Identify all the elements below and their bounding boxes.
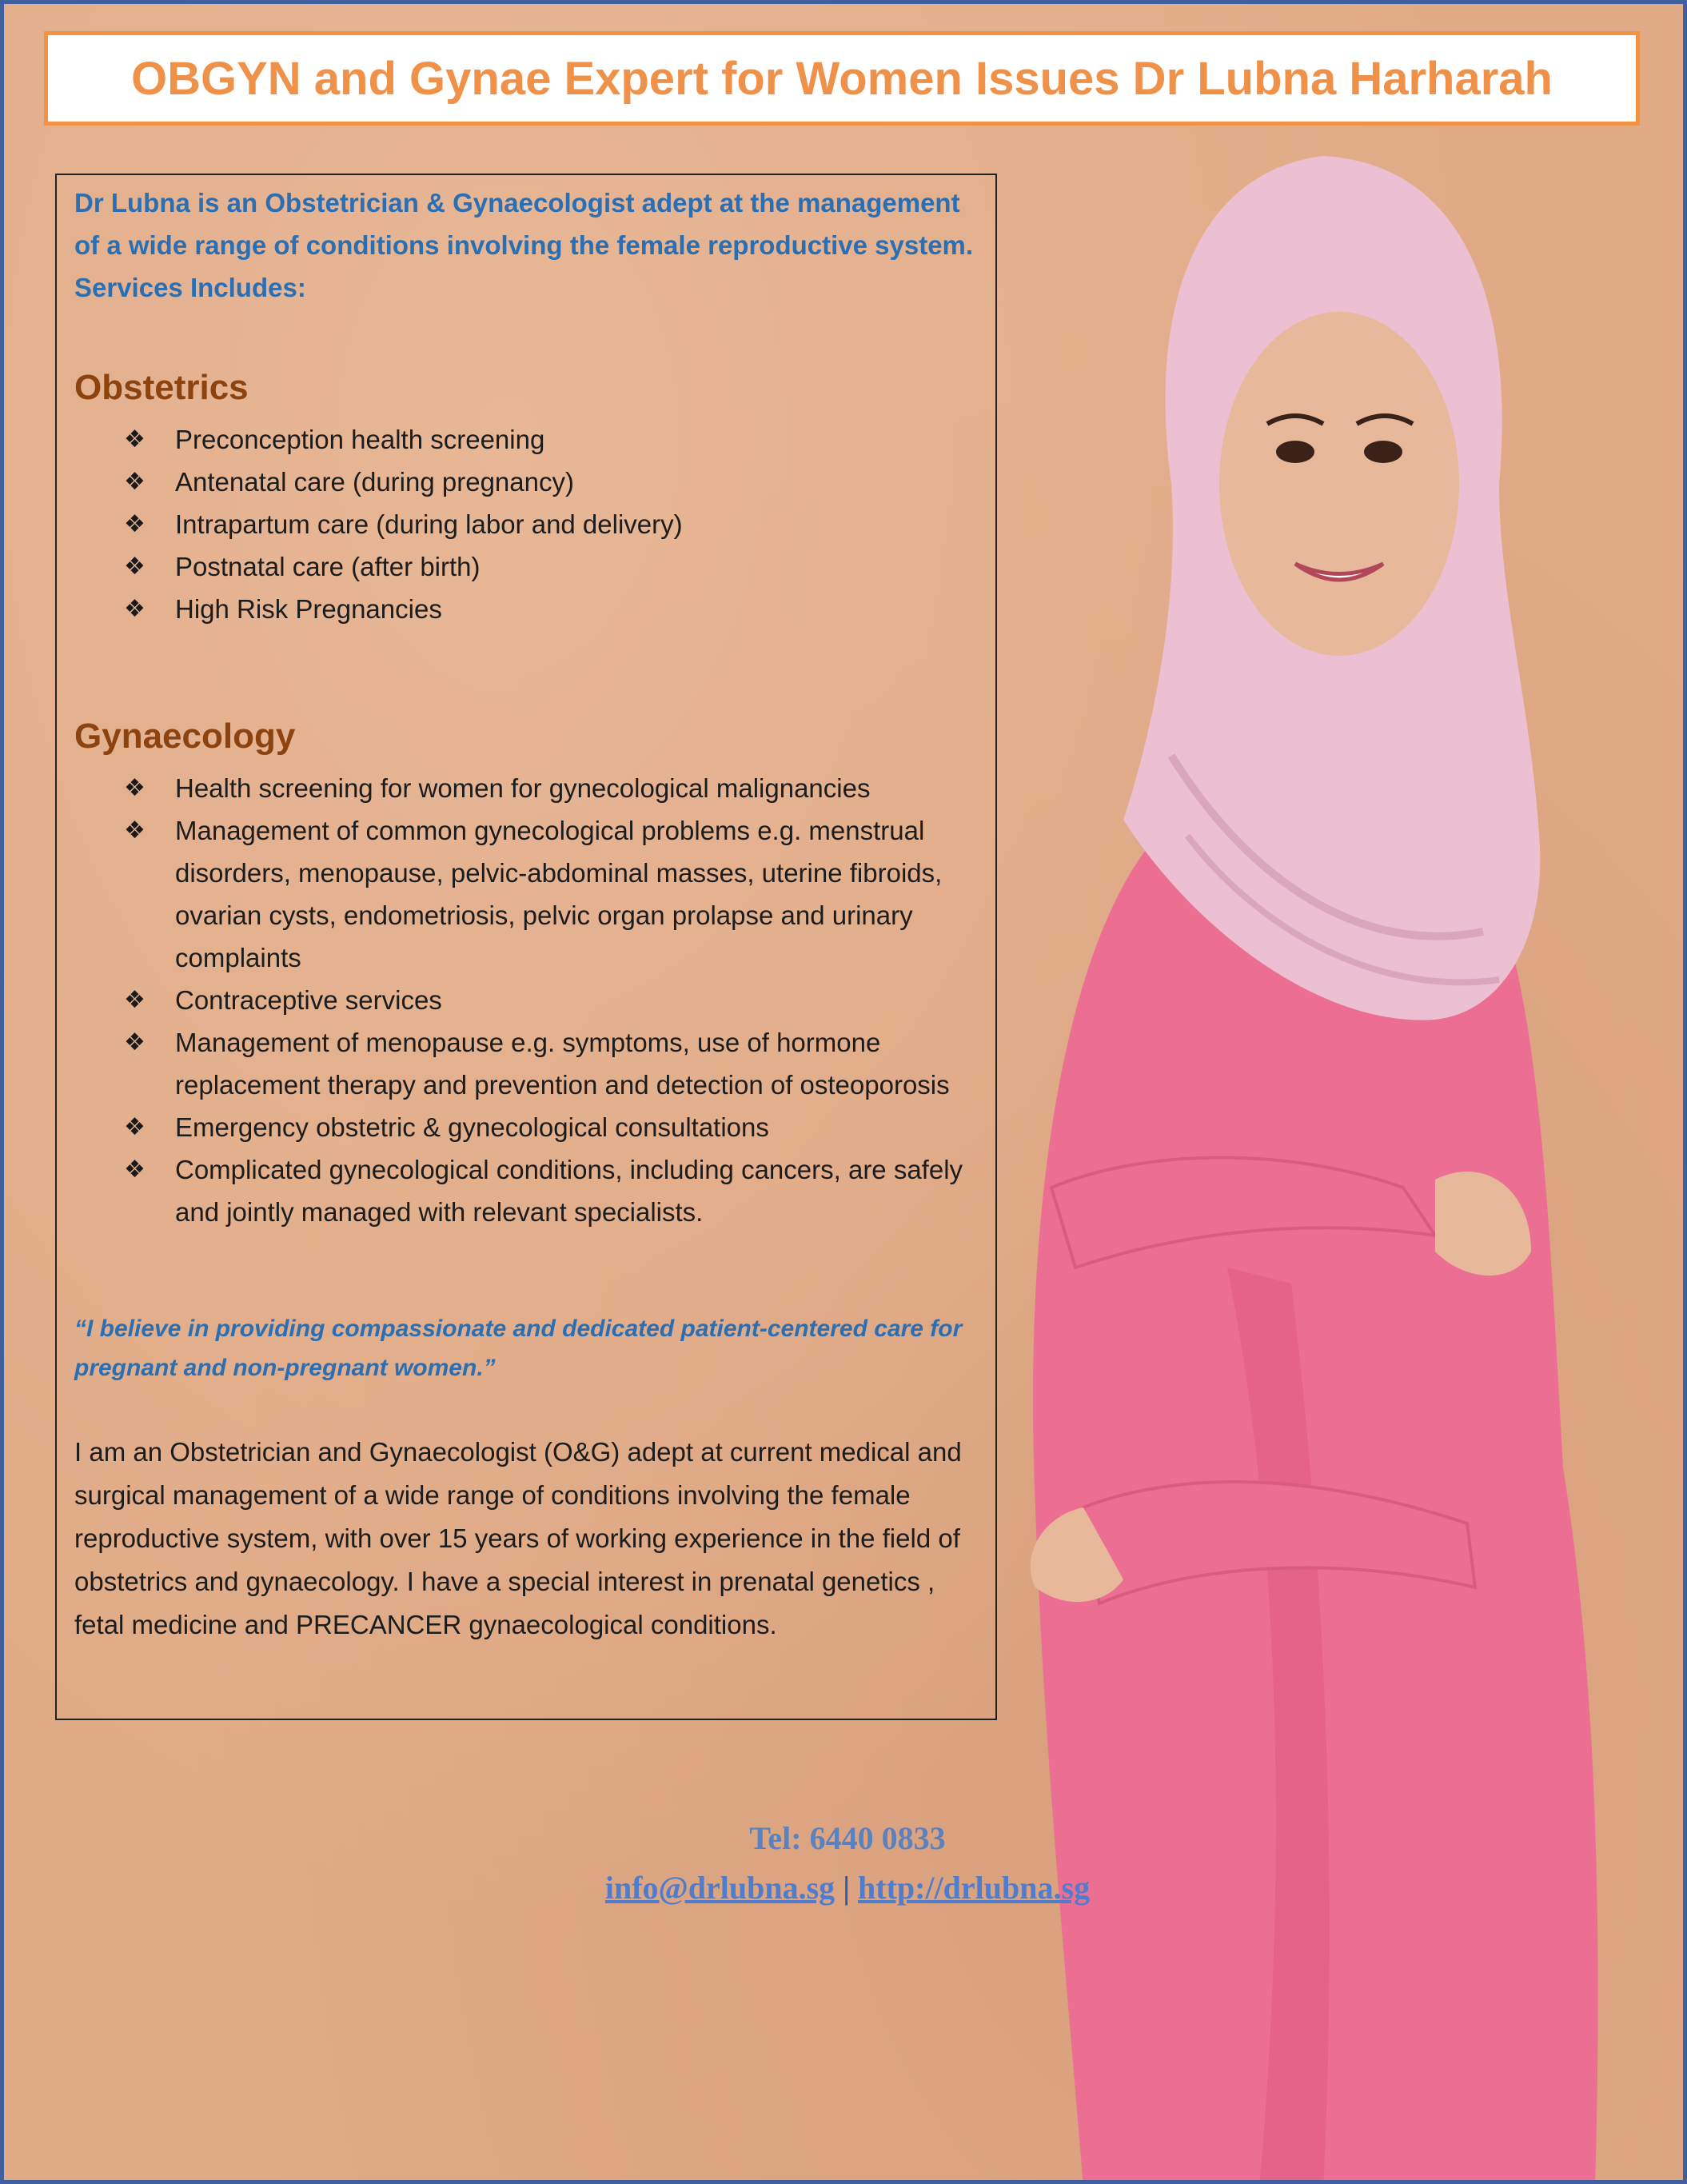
eye-left: [1276, 441, 1314, 463]
list-item: ❖ Emergency obstetric & gynecological consultations: [124, 1106, 987, 1148]
list-item: ❖ High Risk Pregnancies: [124, 588, 987, 630]
diamond-bullet-icon: ❖: [124, 596, 146, 622]
website-link[interactable]: http://drlubna.sg: [858, 1870, 1091, 1906]
diamond-bullet-icon: ❖: [124, 469, 146, 495]
list-item: ❖ Antenatal care (during pregnancy): [124, 461, 987, 503]
obstetrics-list: [124, 418, 987, 630]
link-separator: |: [843, 1870, 850, 1906]
list-item: ❖ Management of menopause e.g. symptoms, use of hormone replacement therapy and prevention and detection of osteoporosis: [124, 1021, 987, 1106]
list-item: ❖ Complicated gynecological conditions, including cancers, are safely and jointly managed with relevant specialists.: [124, 1148, 987, 1233]
diamond-bullet-icon: ❖: [124, 511, 146, 537]
list-item: ❖ Preconception health screening: [124, 418, 987, 461]
gynaecology-list: [124, 767, 987, 1233]
page-title: OBGYN and Gynae Expert for Women Issues Dr Lubna Harharah: [130, 52, 1553, 105]
list-item: ❖ Intrapartum care (during labor and delivery): [124, 503, 987, 545]
diamond-bullet-icon: ❖: [124, 553, 146, 580]
eye-right: [1364, 441, 1402, 463]
contact-phone: Tel: 6440 0833: [749, 1820, 946, 1856]
list-item: ❖ Management of common gynecological problems e.g. menstrual disorders, menopause, pelvic-abdominal masses, uterine fibroids, ovarian cysts, endometriosis, pelvic organ prolapse and urinary complaints: [124, 809, 987, 979]
title-banner: [44, 31, 1640, 126]
diamond-bullet-icon: ❖: [124, 426, 146, 453]
diamond-bullet-icon: ❖: [124, 817, 146, 844]
list-item: ❖ Health screening for women for gynecological malignancies: [124, 767, 987, 809]
email-link[interactable]: info@drlubna.sg: [604, 1870, 836, 1906]
list-item: ❖ Contraceptive services: [124, 979, 987, 1021]
obstetrics-heading: Obstetrics: [74, 368, 249, 407]
doctor-bio: I am an Obstetrician and Gynaecologist (O&G) adept at current medical and surgical management of a wide range of conditions involving the female reproductive system, with over 15 years of working experience in the field of obstetrics and gynaecology. I have a special interest in prenatal genetics , fetal medicine and PRECANCER gynaecological conditions.: [74, 1437, 962, 1639]
diamond-bullet-icon: ❖: [124, 775, 146, 801]
intro-text: Dr Lubna is an Obstetrician & Gynaecologist adept at the management of a wide range of conditions involving the female reproductive system. Services Includes:: [74, 188, 974, 302]
gynaecology-heading: Gynaecology: [74, 717, 296, 756]
list-item: ❖ Postnatal care (after birth): [124, 545, 987, 588]
doctor-quote: “I believe in providing compassionate and dedicated patient-centered care for pregnant and non-pregnant women.”: [74, 1316, 963, 1381]
contact-links: [4, 1869, 1687, 1907]
diamond-bullet-icon: ❖: [124, 987, 146, 1013]
diamond-bullet-icon: ❖: [124, 1156, 146, 1183]
face-shape: [1219, 312, 1459, 656]
diamond-bullet-icon: ❖: [124, 1114, 146, 1140]
diamond-bullet-icon: ❖: [124, 1029, 146, 1056]
